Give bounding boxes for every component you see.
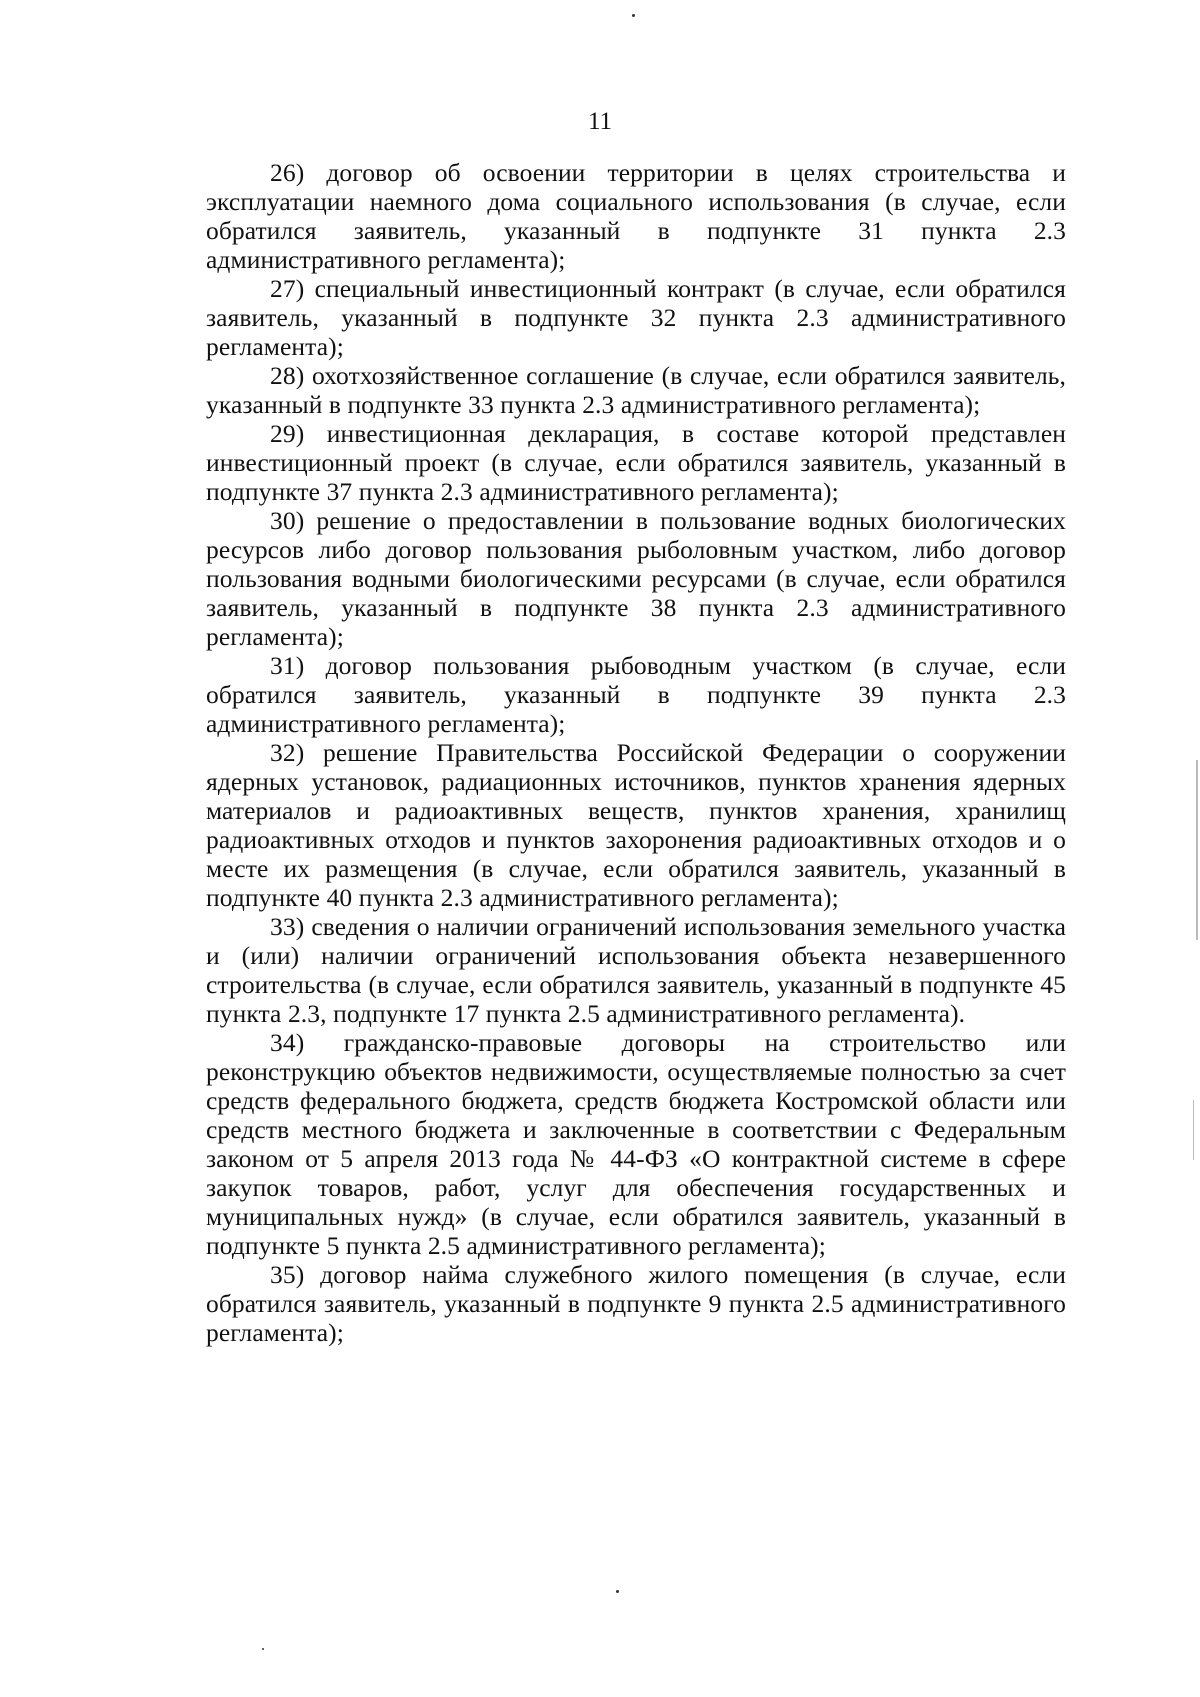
list-item: 30) решение о предоставлении в пользование водных биологических ресурсов либо договор пользования рыболовным участком, либо договор пользования водными биологическими ресурсами (в случае, если обратился заявитель, указанный в подпункте 38 пункта 2.3 административного регламента); <box>206 506 1066 651</box>
list-item: 35) договор найма служебного жилого помещения (в случае, если обратился заявитель, указанный в подпункте 9 пункта 2.5 административного регламента); <box>206 1260 1066 1347</box>
list-item: 33) сведения о наличии ограничений использования земельного участка и (или) наличии ограничений использования объекта незавершенного строительства (в случае, если обратился заявитель, указанный в подпункте 45 пункта 2.3, подпункте 17 пункта 2.5 административного регламента). <box>206 912 1066 1028</box>
document-body <box>206 158 1066 1347</box>
list-item: 34) гражданско-правовые договоры на строительство или реконструкцию объектов недвижимости, осуществляемые полностью за счет средств федерального бюджета, средств бюджета Костромской области или средств местного бюджета и заключенные в соответствии с Федеральным законом от 5 апреля 2013 года № 44-ФЗ «О контрактной системе в сфере закупок товаров, работ, услуг для обеспечения государственных и муниципальных нужд» (в случае, если обратился заявитель, указанный в подпункте 5 пункта 2.5 административного регламента); <box>206 1028 1066 1260</box>
list-item: 31) договор пользования рыбоводным участком (в случае, если обратился заявитель, указанный в подпункте 39 пункта 2.3 административного регламента); <box>206 651 1066 738</box>
scan-edge-mark <box>1196 760 1198 940</box>
list-item: 28) охотхозяйственное соглашение (в случае, если обратился заявитель, указанный в подпункте 33 пункта 2.3 административного регламента); <box>206 361 1066 419</box>
list-item: 26) договор об освоении территории в целях строительства и эксплуатации наемного дома социального использования (в случае, если обратился заявитель, указанный в подпункте 31 пункта 2.3 административного регламента); <box>206 158 1066 274</box>
scan-speck <box>616 1590 619 1593</box>
scan-speck <box>632 14 635 17</box>
list-item: 32) решение Правительства Российской Федерации о сооружении ядерных установок, радиационных источников, пунктов хранения ядерных материалов и радиоактивных веществ, пунктов хранения, хранилищ радиоактивных отходов и пунктов захоронения радиоактивных отходов и о месте их размещения (в случае, если обратился заявитель, указанный в подпункте 40 пункта 2.3 административного регламента); <box>206 738 1066 912</box>
page-number: 11 <box>587 108 613 135</box>
scan-speck <box>262 1648 264 1650</box>
list-item: 27) специальный инвестиционный контракт (в случае, если обратился заявитель, указанный в подпункте 32 пункта 2.3 административного регламента); <box>206 274 1066 361</box>
scan-edge-mark <box>1193 1100 1194 1160</box>
list-item: 29) инвестиционная декларация, в составе которой представлен инвестиционный проект (в случае, если обратился заявитель, указанный в подпункте 37 пункта 2.3 административного регламента); <box>206 419 1066 506</box>
